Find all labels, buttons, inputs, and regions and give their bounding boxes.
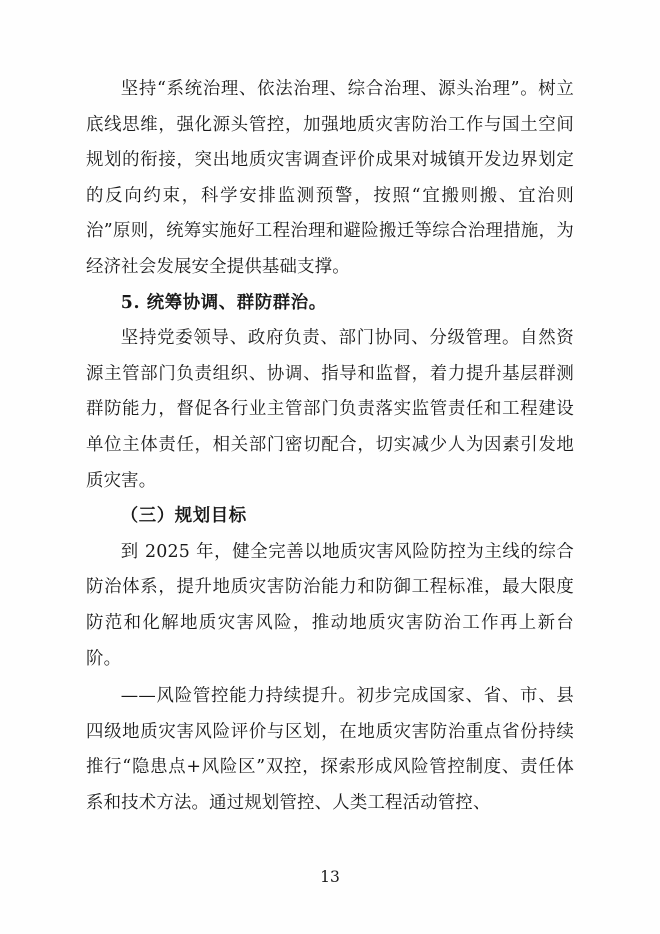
paragraph-risk-control-capacity: ——风险管控能力持续提升。初步完成国家、省、市、县四级地质灾害风险评价与区划，在地质灾害防治重点省份持续推行“隐患点+风险区”双控，探索形成风险管控制度、责任体系和技术方法。通过规划管控、人类工程活动管控、	[86, 686, 574, 813]
paragraph-principle-governance: 坚持“系统治理、依法治理、综合治理、源头治理”。树立底线思维，强化源头管控，加强地质灾害防治工作与国土空间规划的衔接，突出地质灾害调查评价成果对城镇开发边界划定的反向约束，科学安排监测预警，按照“宜搬则搬、宜治则治”原则，统筹实施好工程治理和避险搬迁等综合治理措施，为经济社会发展安全提供基础支撑。	[86, 79, 574, 277]
heading-section-three-planning-goals: （三）规划目标	[120, 506, 247, 527]
document-body	[86, 72, 574, 821]
heading-item-5: 5. 统筹协调、群防群治。	[120, 292, 327, 313]
paragraph-2025-goals: 到 2025 年，健全完善以地质灾害风险防控为主线的综合防治体系，提升地质灾害防治能力和防御工程标准，最大限度防范和化解地质灾害风险，推动地质灾害防治工作再上新台阶。	[86, 541, 574, 669]
page-number: 13	[320, 868, 340, 886]
paragraph-coordination: 坚持党委领导、政府负责、部门协同、分级管理。自然资源主管部门负责组织、协调、指导和监督，着力提升基层群测群防能力，督促各行业主管部门负责落实监管责任和工程建设单位主体责任，相关部门密切配合，切实减少人为因素引发地质灾害。	[86, 328, 574, 491]
